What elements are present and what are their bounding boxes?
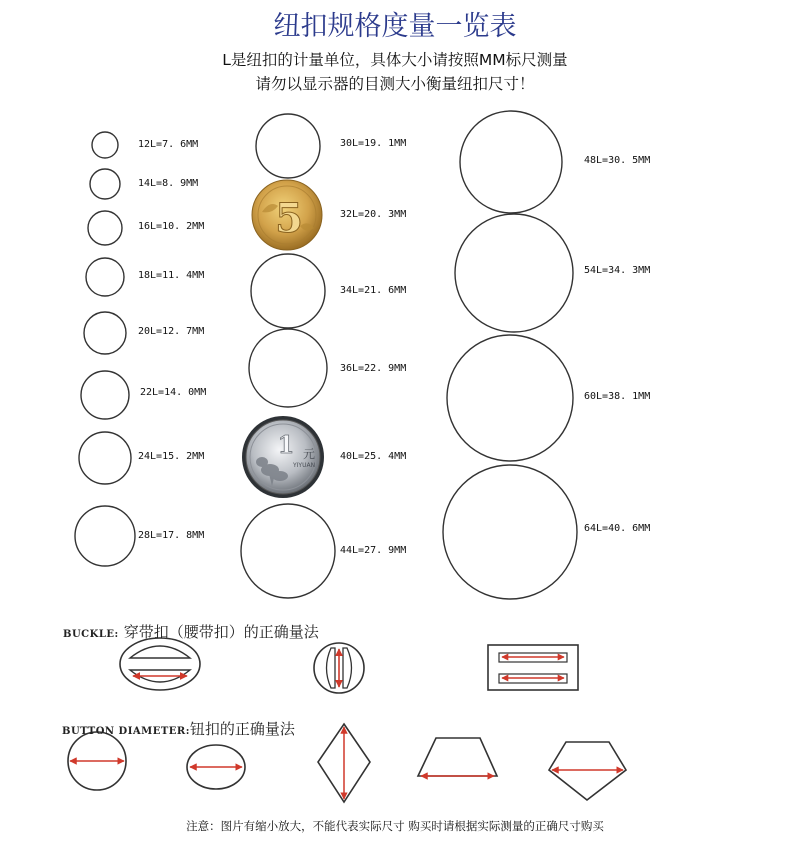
- five-jiao-coin-image: [252, 180, 322, 250]
- subtitle-line-2: 请勿以显示器的目测大小衡量纽扣尺寸！: [255, 75, 535, 93]
- buckle-oval-diagram: [120, 638, 200, 690]
- button-diameter-label-cn: 钮扣的正确量法: [189, 720, 295, 738]
- one-yuan-coin-image: [242, 416, 324, 498]
- button-circle-24L: [79, 432, 131, 484]
- button-circle-36L: [249, 329, 327, 407]
- buckle-section-heading: [63, 621, 319, 642]
- size-label-30L: 30L=19. 1MM: [340, 138, 407, 149]
- buckle-round-diagram: [314, 643, 364, 693]
- size-label-34L: 34L=21. 6MM: [340, 285, 407, 296]
- size-label-36L: 36L=22. 9MM: [340, 363, 407, 374]
- size-label-28L: 28L=17. 8MM: [138, 530, 205, 541]
- one-yuan-char: 元: [303, 447, 316, 461]
- five-jiao-digit: 5: [275, 195, 303, 242]
- button-diamond-diagram: [318, 724, 370, 802]
- buckle-label-en: BUCKLE:: [63, 629, 119, 640]
- button-oval-diagram: [187, 745, 245, 789]
- button-circle-22L: [81, 371, 129, 419]
- button-circle-34L: [251, 254, 325, 328]
- button-circle-60L: [447, 335, 573, 461]
- page-title: 纽扣规格度量一览表: [273, 11, 517, 42]
- size-label-24L: 24L=15. 2MM: [138, 451, 205, 462]
- size-label-18L: 18L=11. 4MM: [138, 270, 205, 281]
- size-label-40L: 40L=25. 4MM: [340, 451, 407, 462]
- button-circle-28L: [75, 506, 135, 566]
- button-circle-48L: [460, 111, 562, 213]
- buckle-rectangle-diagram: [488, 645, 578, 690]
- button-circle-64L: [443, 465, 577, 599]
- button-circle-20L: [84, 312, 126, 354]
- subtitle-line-1: L是纽扣的计量单位，具体大小请按照MM标尺测量: [222, 51, 568, 69]
- size-label-60L: 60L=38. 1MM: [584, 391, 651, 402]
- button-circle-30L: [256, 114, 320, 178]
- button-trapezoid-diagram: [418, 738, 497, 776]
- size-label-22L: 22L=14. 0MM: [140, 387, 207, 398]
- button-round-diagram: [68, 732, 126, 790]
- one-yuan-pinyin: YIYUAN: [293, 462, 316, 469]
- size-label-54L: 54L=34. 3MM: [584, 265, 651, 276]
- button-diameter-section-heading: [62, 718, 295, 739]
- size-label-20L: 20L=12. 7MM: [138, 326, 205, 337]
- button-diameter-label-en: BUTTON DIAMETER:: [62, 726, 190, 737]
- button-circle-44L: [241, 504, 335, 598]
- size-label-12L: 12L=7. 6MM: [138, 139, 199, 150]
- button-circle-14L: [90, 169, 120, 199]
- one-yuan-digit: 1: [277, 430, 295, 459]
- size-label-16L: 16L=10. 2MM: [138, 221, 205, 232]
- button-hexagon-diagram: [549, 742, 626, 800]
- size-label-44L: 44L=27. 9MM: [340, 545, 407, 556]
- size-label-32L: 32L=20. 3MM: [340, 209, 407, 220]
- size-label-48L: 48L=30. 5MM: [584, 155, 651, 166]
- button-circle-12L: [92, 132, 118, 158]
- buckle-label-cn: 穿带扣（腰带扣）的正确量法: [123, 623, 319, 641]
- button-circle-18L: [86, 258, 124, 296]
- size-label-64L: 64L=40. 6MM: [584, 523, 651, 534]
- button-circle-54L: [455, 214, 573, 332]
- button-circle-16L: [88, 211, 122, 245]
- footer-note: 注意：图片有缩小放大，不能代表实际尺寸 购买时请根据实际测量的正确尺寸购买: [186, 819, 604, 833]
- size-label-14L: 14L=8. 9MM: [138, 178, 199, 189]
